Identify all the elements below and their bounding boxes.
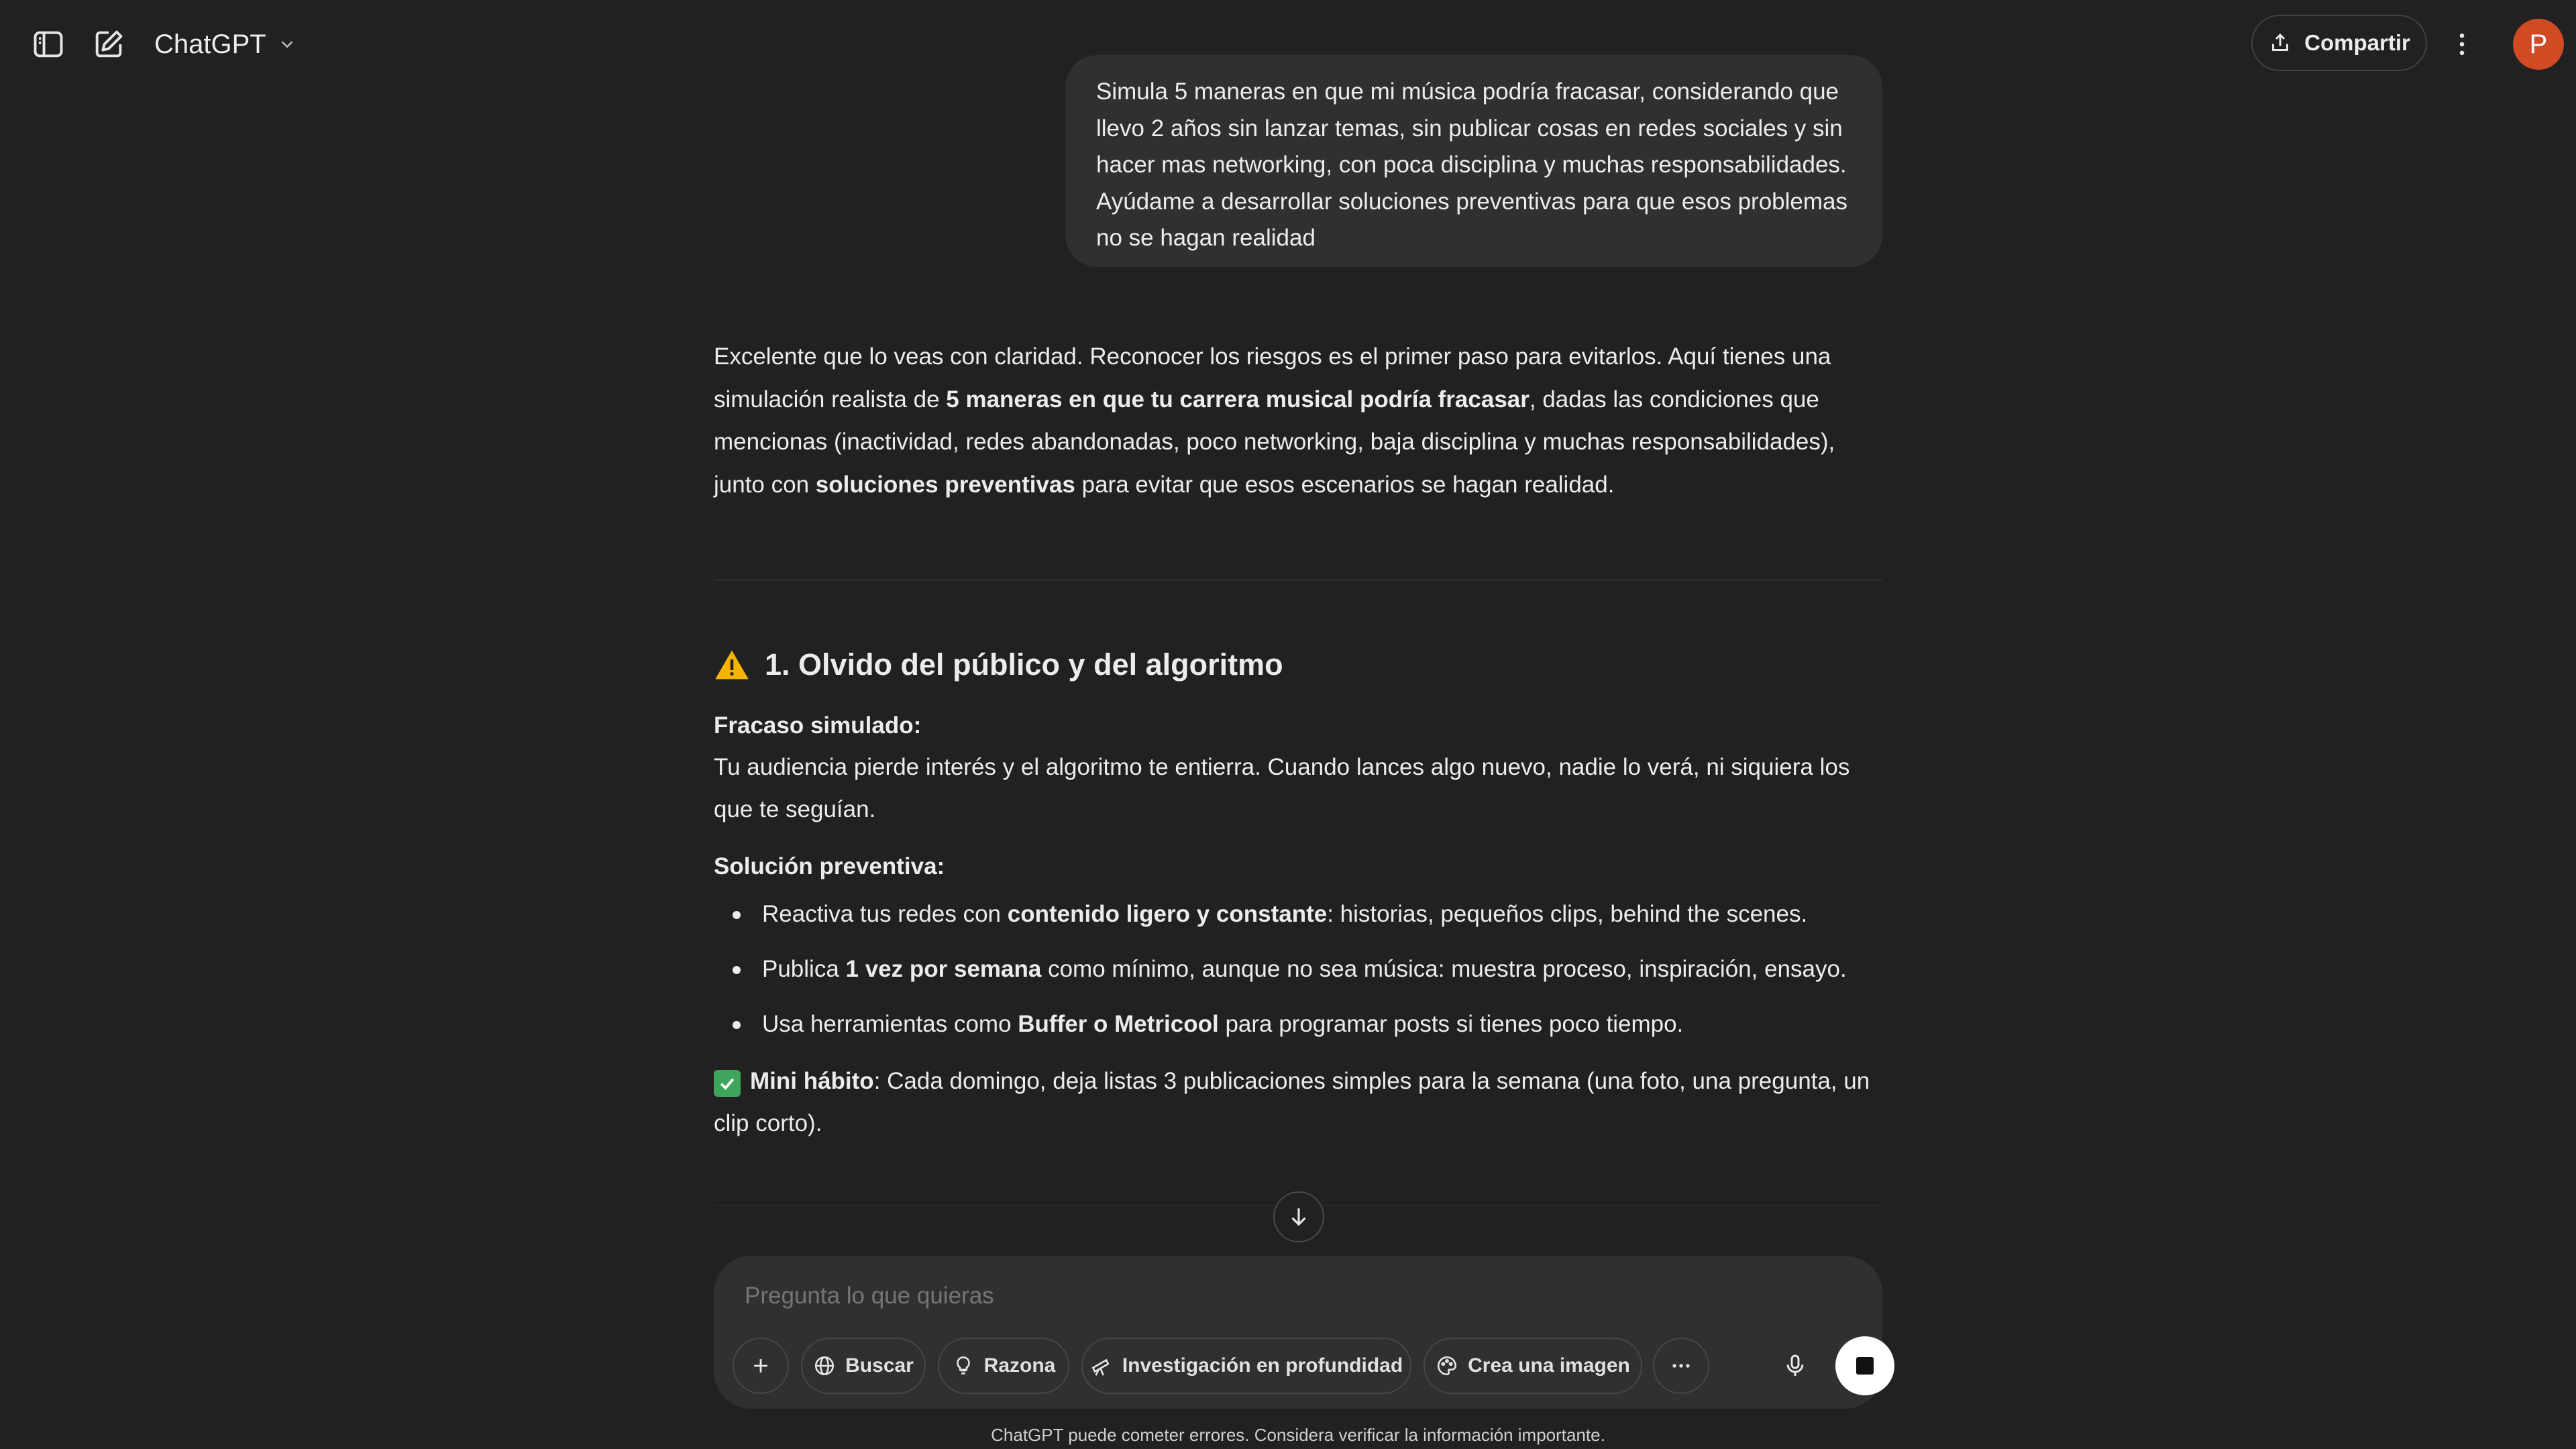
sidebar-toggle-icon[interactable]: [28, 24, 68, 64]
habit-label: Mini hábito: [750, 1068, 874, 1094]
solution-list: [714, 894, 1882, 1045]
intro-text: para evitar que esos escenarios se hagan realidad.: [1075, 471, 1615, 498]
fail-label: Fracaso simulado:: [714, 712, 922, 739]
attach-button[interactable]: [733, 1338, 789, 1394]
item-bold: contenido ligero y constante: [1007, 901, 1328, 927]
model-selector[interactable]: [154, 24, 297, 64]
item-text: como mínimo, aunque no sea música: muestra proceso, inspiración, ensayo.: [1041, 956, 1847, 982]
deep-research-button[interactable]: [1081, 1338, 1411, 1394]
list-item: [714, 894, 1882, 935]
share-button[interactable]: [2251, 15, 2427, 71]
fail-text: Tu audiencia pierde interés y el algoritmo te entierra. Cuando lances algo nuevo, nadie lo verá, ni siquiera los que te seguían.: [714, 754, 1850, 822]
warning-icon: [714, 647, 750, 683]
create-image-label: Crea una imagen: [1468, 1354, 1630, 1377]
new-chat-icon[interactable]: [89, 24, 129, 64]
item-text: Usa herramientas como: [762, 1011, 1018, 1037]
globe-icon: [813, 1354, 836, 1377]
avatar[interactable]: P: [2513, 19, 2564, 70]
disclaimer: ChatGPT puede cometer errores. Considera verificar la información importante.: [991, 1425, 1605, 1445]
list-item: [714, 1004, 1882, 1045]
telescope-icon: [1090, 1354, 1113, 1377]
intro-bold: soluciones preventivas: [815, 471, 1075, 498]
share-label: Compartir: [2304, 30, 2410, 55]
lightbulb-icon: [952, 1354, 975, 1377]
reason-button[interactable]: [938, 1338, 1069, 1394]
create-image-button[interactable]: [1424, 1338, 1642, 1394]
share-icon: [2268, 31, 2292, 55]
microphone-button[interactable]: [1767, 1338, 1823, 1394]
item-bold: Buffer o Metricool: [1018, 1011, 1219, 1037]
intro-text: , dadas las condiciones que mencionas (inactividad, redes abandonadas, poco networking, baja disciplina y muchas responsabilidades), junto con: [714, 386, 1835, 498]
model-label: ChatGPT: [154, 29, 266, 59]
divider: [714, 580, 1882, 581]
plus-icon: [749, 1354, 772, 1377]
microphone-icon: [1782, 1352, 1809, 1379]
stop-button[interactable]: [1835, 1336, 1894, 1395]
prompt-input[interactable]: [745, 1283, 1751, 1309]
reason-label: Razona: [983, 1354, 1056, 1377]
assistant-message: [714, 335, 1882, 1144]
section-title: 1. Olvido del público y del algoritmo: [765, 647, 1283, 682]
item-text: para programar posts si tienes poco tiempo.: [1218, 1011, 1684, 1037]
item-text: Reactiva tus redes con: [762, 901, 1008, 927]
intro-paragraph: [714, 335, 1882, 506]
section-1: [714, 647, 1882, 1144]
user-message: Simula 5 maneras en que mi música podría fracasar, considerando que llevo 2 años sin lanzar temas, sin publicar cosas en redes sociales y sin hacer mas networking, con poca disciplina y muchas responsabilidades. Ayúdame a desarrollar soluciones preventivas para que esos problemas no se hagan realidad: [1065, 55, 1882, 267]
section-heading: [714, 647, 1882, 683]
scroll-down-button[interactable]: [1273, 1191, 1324, 1242]
intro-bold: 5 maneras en que tu carrera musical podría fracasar: [946, 386, 1529, 413]
more-tools-button[interactable]: [1653, 1338, 1709, 1394]
item-text: : historias, pequeños clips, behind the scenes.: [1327, 901, 1808, 927]
stop-icon: [1856, 1357, 1874, 1375]
solution-label: Solución preventiva:: [714, 853, 945, 879]
intro-text: Excelente que lo veas con claridad. Reconocer los riesgos es el primer paso para evitarlos. Aquí tienes una simulación realista de: [714, 343, 1831, 413]
check-mark-icon: [714, 1070, 741, 1097]
mini-habit: [714, 1060, 1882, 1144]
deep-research-label: Investigación en profundidad: [1122, 1354, 1403, 1377]
ellipsis-icon: [1670, 1354, 1693, 1377]
list-item: [714, 949, 1882, 990]
palette-icon: [1436, 1354, 1458, 1377]
arrow-down-icon: [1286, 1204, 1311, 1230]
item-bold: 1 vez por semana: [845, 956, 1042, 982]
composer: [714, 1256, 1882, 1409]
item-text: Publica: [762, 956, 846, 982]
search-label: Buscar: [845, 1354, 914, 1377]
more-options-icon[interactable]: [2442, 24, 2482, 64]
habit-text: : Cada domingo, deja listas 3 publicaciones simples para la semana (una foto, una pregunta, un clip corto).: [714, 1068, 1870, 1136]
chevron-down-icon: [277, 34, 297, 54]
search-button[interactable]: [801, 1338, 926, 1394]
